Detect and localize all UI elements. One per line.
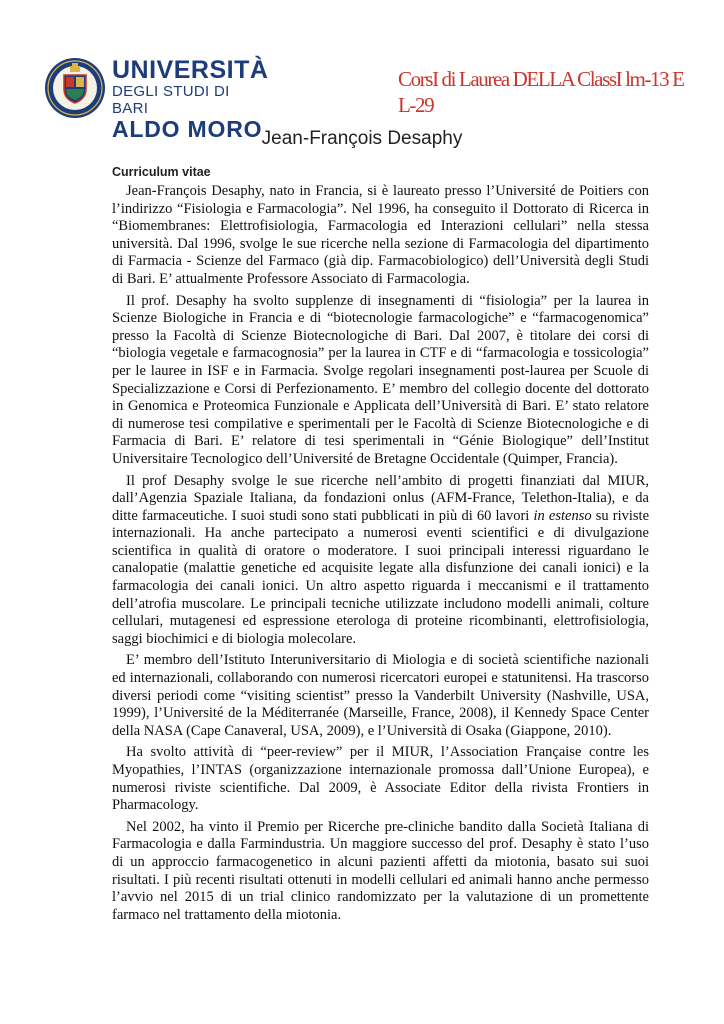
cv-paragraph-6: Nel 2002, ha vinto il Premio per Ricerche pre-cliniche bandito dalla Società Italiana di Farmacologia e dalla Farmindustria. Un maggiore successo del prof. Desaphy è stato l’uso di un approccio farmacogenetico in alcuni pazienti affetti da miotonia, basato sui suoi risultati. I più recenti risultati ottenuti in modelli cellulari ed animali hanno anche permesso l’avvio nel 2015 di un trial clinico randomizzato per la valutazione di un promettente farmaco nel trattamento della miotonia. bbox=[112, 818, 649, 923]
cv-body bbox=[112, 183, 649, 928]
university-logo bbox=[44, 55, 269, 142]
university-name-line1: UNIVERSITÀ bbox=[112, 56, 269, 84]
course-title: CorsI di Laurea DELLA ClassI lm-13 E L-29 bbox=[398, 67, 684, 117]
cv-paragraph-3-italic: in estenso bbox=[533, 507, 592, 524]
university-name-line3: ALDO MORO bbox=[112, 116, 263, 142]
cv-paragraph-2: Il prof. Desaphy ha svolto supplenze di insegnamenti di “fisiologia” per la laurea in Scienze Biologiche in Francia e di “biotecnologie farmacologiche” e “farmacogenomica” presso la Facoltà di Scienze Biotecnologiche di Bari. Dal 2007, è titolare dei corsi di “biologia vegetale e farmacognosia” per la laurea in CTF e di “farmacologia e tossicologia” per le lauree in ISF e in Farmacia. Svolge regolari insegnamenti post-laurea per Scuole di Specializzazione e Corsi di Perfezionamento. E’ membro del collegio docente del dottorato in Genomica e Proteomica Funzionale e Applicata dell’Università di Bari. E’ stato relatore di numerose tesi compilative e sperimentali per le Facoltà di Scienze Biotecnologiche e di Farmacia di Bari. E’ relatore di tesi sperimentali in “Génie Biologique” dell’Institut Universitaire Tecnologico dell’Université de Bretagne Occidentale (Quimper, Francia). bbox=[112, 292, 649, 467]
cv-paragraph-1: Jean-François Desaphy, nato in Francia, si è laureato presso l’Université de Poitiers con l’indirizzo “Fisiologia e Farmacologia”. Nel 1996, ha conseguito il Dottorato di Ricerca in “Biomembranes: Elettrofisiologia, Farmacologia ed Interazioni cellulari” nella stessa università. Dal 1996, svolge le sue ricerche nella sezione di Farmacologia del dipartimento di Farmacia - Scienze del Farmaco (già dip. Farmacobiologico) dell’Università degli Studi di Bari. E’ attualmente Professore Associato di Farmacologia. bbox=[112, 183, 649, 287]
cv-paragraph-3-text-before: Il prof Desaphy svolge le sue ricerche nell’ambito di progetti finanziati dal MIUR, dall’Agenzia Spaziale Italiana, da fondazioni onlus (AFM-France, Telethon-Italia), e da ditte farmaceutiche. I suoi studi sono stati pubblicati in più di 60 lavori bbox=[112, 472, 649, 524]
cv-paragraph-3 bbox=[112, 473, 649, 649]
person-name: Jean-François Desaphy bbox=[261, 128, 463, 149]
university-name-line2: DEGLI STUDI DI BARI bbox=[112, 83, 230, 117]
section-heading: Curriculum vitae bbox=[112, 165, 211, 179]
cv-paragraph-5: Ha svolto attività di “peer-review” per il MIUR, l’Association Française contre les Myopathies, l’INTAS (organizzazione internazionale promossa dall’Unione Europea), e numerosi riviste scientifiche. Dal 2009, è Associate Editor della rivista Frontiers in Pharmacology. bbox=[112, 744, 649, 814]
cv-paragraph-4: E’ membro dell’Istituto Interuniversitario di Miologia e di società scientifiche nazionali ed internazionali, collaborando con numerosi ricercatori europei e statunitensi. Ha trascorso diversi periodi come “visiting scientist” presso la Vanderbilt University (Nashville, USA, 1999), l’Université de la Méditerranée (Marseille, France, 2008), il Kennedy Space Center della NASA (Cape Canaveral, USA, 2009), e l’Università di Osaka (Giappone, 2010). bbox=[112, 652, 649, 739]
university-seal-icon bbox=[44, 55, 106, 121]
cv-paragraph-3-text-after: su riviste internazionali. Ha anche partecipato a numerosi eventi scientifici e di divulgazione scientifica in qualità di oratore o moderatore. I suoi principali interessi riguardano le canalopatie (malattie genetiche ed acquisite legate alla disfunzione dei canali ionici) e la farmacologia dei canali ionici. Un altro aspetto riguarda i meccanismi e il trattamento dell’atrofia muscolare. Le principali tecniche utilizzate includono modelli animali, colture cellulari, mutagenesi ed espressione eterologa di proteine ricombinanti, elettrofisiologia, saggi biochimici e di biologia molecolare. bbox=[112, 507, 650, 647]
